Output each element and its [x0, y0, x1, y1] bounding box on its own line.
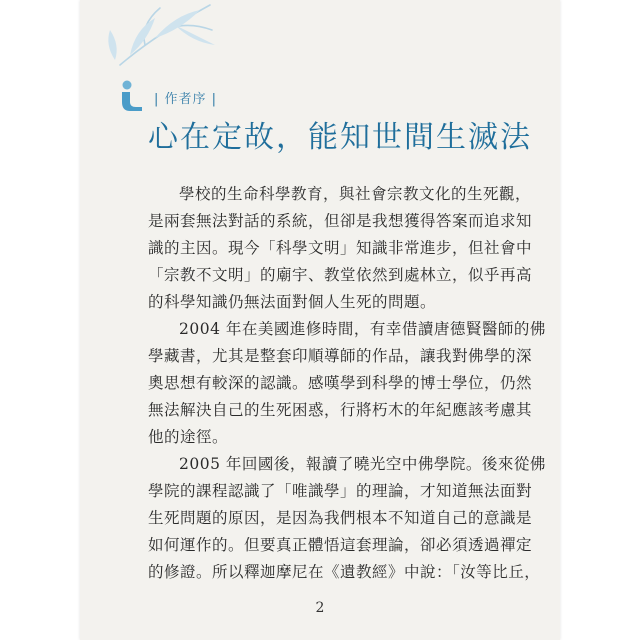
text-line: 無法解決自己的生死困惑，行將朽木的年紀應該考慮其: [148, 401, 533, 419]
page-title: 心在定故，能知世間生滅法: [148, 120, 532, 155]
text-line: 奧思想有較深的認識。感嘆學到科學的博士學位，仍然: [148, 374, 533, 392]
text-line: 學院的課程認識了「唯識學」的理論，才知道無法面對: [148, 482, 533, 500]
text-line: 學藏書，尤其是整套印順導師的作品，讓我對佛學的深: [148, 347, 533, 365]
text-line: 他的途徑。: [148, 428, 229, 446]
text-line: 學校的生命科學教育，與社會宗教文化的生死觀，: [179, 185, 532, 203]
text-line: 2005 年回國後，報讀了曉光空中佛學院。後來從佛: [179, 455, 546, 473]
text-line: 識的主因。現今「科學文明」知識非常進步，但社會中: [148, 239, 533, 257]
text-line: 生死問題的原因，是因為我們根本不知道自己的意識是: [148, 509, 533, 527]
book-page: [80, 0, 560, 640]
text-line: 的修證。所以釋迦摩尼在《遺教經》中說：「汝等比丘，: [148, 563, 541, 581]
body-text: [148, 181, 546, 586]
text-line: 2004 年在美國進修時間，有幸借讀唐德賢醫師的佛: [179, 320, 546, 338]
text-line: 如何運作的。但要真正體悟這套理論，卻必須透過禪定: [148, 536, 533, 554]
page-number: 2: [315, 600, 325, 616]
section-label: | 作者序 |: [154, 92, 218, 107]
text-line: 的科學知識仍無法面對個人生死的問題。: [148, 293, 437, 311]
bamboo-leaves-decoration: [100, 0, 220, 70]
text-line: 是兩套無法對話的系統，但卻是我想獲得答案而追求知: [148, 212, 533, 230]
text-line: 「宗教不文明」的廟宇、教堂依然到處林立，似乎再高: [148, 266, 533, 284]
info-icon: [118, 80, 144, 112]
